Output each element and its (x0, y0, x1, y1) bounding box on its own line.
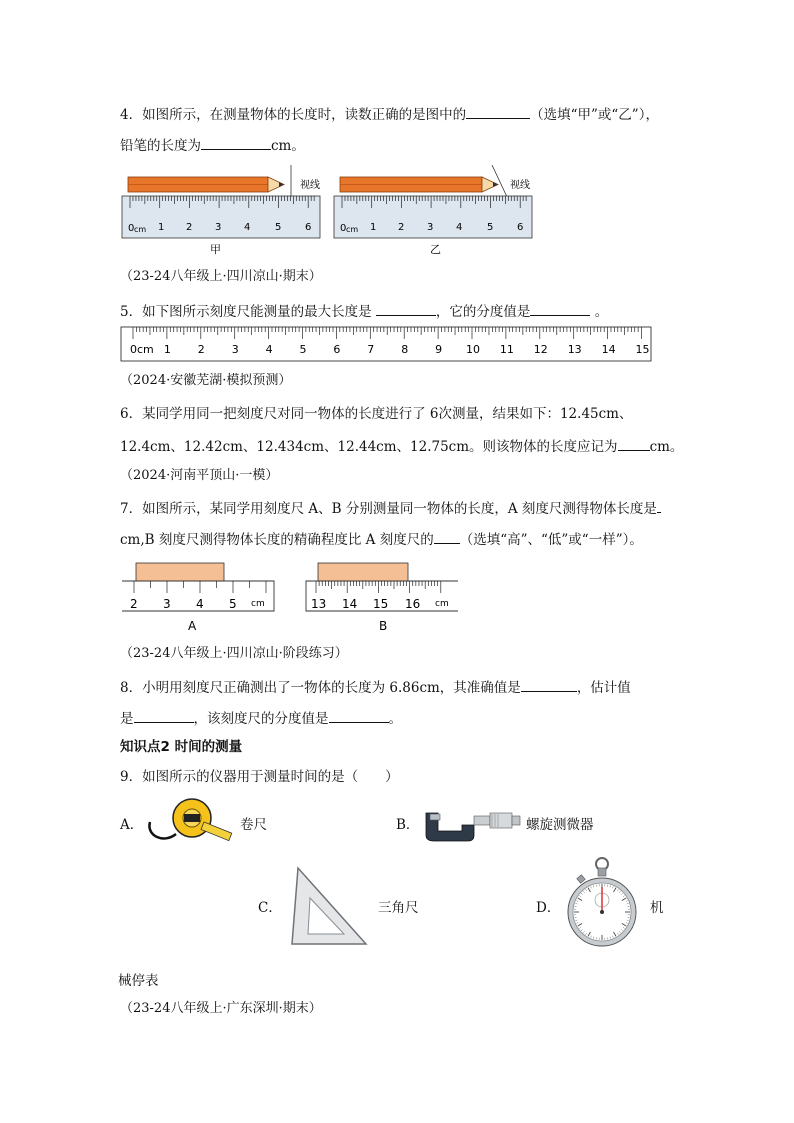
q4-line2: 铅笔的长度为 cm。 (120, 135, 305, 155)
figure-label-jia: 甲 (210, 243, 221, 256)
pencil-yi (340, 177, 498, 192)
q8-answer-blank-2[interactable] (134, 708, 194, 723)
ruler-a-unit: cm (251, 599, 265, 609)
q7-ruler-b-figure (302, 560, 462, 636)
q7-line1: 7．如图所示，某同学用刻度尺 A、B 分别测量同一物体的长度，A 刻度尺测得物体长度是 (120, 498, 661, 518)
ruler-b-tick-label: 15 (373, 597, 389, 611)
q8-line2: 是 ，该刻度尺的分度值是 。 (120, 708, 402, 728)
q4-answer-blank-2[interactable] (201, 135, 271, 150)
sightline-label-jia: 视线 (300, 180, 320, 191)
ruler-tick-label: 1 (163, 343, 171, 356)
ruler-tick-label: 5 (275, 222, 282, 233)
ruler-b-label: B (379, 619, 388, 633)
section-heading: 知识点2 时间的测量 (120, 739, 243, 755)
q4-line1: 4．如图所示，在测量物体的长度时，读数正确的是图中的 （选填“甲”或“乙”）， (120, 104, 659, 124)
ruler-a (122, 581, 274, 611)
ruler-tick-label: 1 (370, 222, 377, 233)
q4-source: （23-24八年级上·四川凉山·期末） (120, 269, 322, 284)
pencil-jia (128, 177, 284, 192)
ruler-tick-label: 5 (299, 343, 307, 356)
ruler-tick-label: 0 (128, 223, 135, 234)
ruler-tick-label: 4 (244, 222, 251, 233)
ruler-tick-label: 6 (517, 222, 524, 233)
tape-measure-icon (142, 792, 240, 850)
sightline-label-yi: 视线 (510, 180, 530, 191)
ruler-b-tick-label: 14 (342, 597, 358, 611)
ruler-tick-label: 0 (130, 343, 137, 356)
ruler-tick-label: 9 (435, 343, 443, 356)
ruler-a-tick-label: 3 (163, 597, 171, 611)
q7-source: （23-24八年级上·四川凉山·阶段练习） (120, 646, 348, 661)
q8-answer-blank-1[interactable] (521, 677, 577, 692)
q4-answer-blank-1[interactable] (466, 104, 530, 119)
figure-label-yi: 乙 (430, 243, 441, 256)
ruler-tick-label: 3 (427, 222, 434, 233)
ruler-tick-label: 0 (340, 223, 347, 234)
q7-ruler-a-figure (120, 560, 280, 636)
ruler-tick-label: 1 (158, 222, 165, 233)
q9-stem: 9．如图所示的仪器用于测量时间的是（ ） (120, 769, 399, 785)
q7-answer-blank-1[interactable] (657, 498, 661, 513)
ruler-jia (122, 196, 320, 238)
q7-line2: cm,B 刻度尺测得物体长度的精确程度比 A 刻度尺的 （选填“高”、“低”或“一样”）。 (120, 529, 643, 549)
q8-line1: 8．小明用刻度尺正确测出了一物体的长度为 6.86cm，其准确值是 ，估计值 (120, 677, 631, 697)
ruler-a-tick-label: 5 (229, 597, 237, 611)
ruler-unit-label: cm (346, 225, 359, 234)
ruler-a-tick-label: 2 (130, 597, 138, 611)
ruler-tick-label: 6 (305, 222, 312, 233)
ruler-a-label: A (188, 619, 197, 633)
measured-object-b (318, 563, 408, 581)
ruler-b-unit: cm (435, 599, 449, 609)
q4-figure-yi (330, 165, 540, 257)
ruler-tick-label: 3 (231, 343, 239, 356)
ruler-unit-label: cm (134, 225, 147, 234)
option-c-name: 三角尺 (378, 900, 419, 916)
option-a-name: 卷尺 (240, 817, 267, 833)
q4-figure-jia (118, 165, 328, 257)
ruler-tick-label: 7 (367, 343, 375, 356)
option-d-name-wrap: 械停表 (118, 973, 159, 989)
option-b-letter[interactable]: B． (396, 817, 420, 833)
option-d-name: 机 (650, 900, 664, 916)
ruler-tick-label: 4 (265, 343, 273, 356)
ruler-tick-label: 4 (456, 222, 463, 233)
ruler-tick-label: 2 (186, 222, 193, 233)
ruler-tick-label: 12 (533, 343, 548, 356)
option-b-name: 螺旋测微器 (526, 817, 594, 833)
q5-source: （2024·安徽芜湖·模拟预测） (120, 373, 292, 388)
ruler-a-tick-label: 4 (196, 597, 204, 611)
set-square-icon (286, 864, 370, 948)
ruler-tick-label: 10 (466, 343, 480, 356)
option-a-letter[interactable]: A． (120, 817, 144, 833)
micrometer-icon (422, 803, 522, 845)
q5-answer-blank-1[interactable] (376, 301, 436, 316)
measured-object-a (136, 563, 224, 581)
q6-source: （2024·河南平顶山·一模） (120, 468, 279, 483)
q6-line1: 6．某同学用同一把刻度尺对同一物体的长度进行了 6次测量，结果如下：12.45cm、 (120, 406, 633, 422)
ruler-tick-label: 2 (197, 343, 205, 356)
ruler-tick-label: 2 (398, 222, 405, 233)
ruler-tick-label: 3 (215, 222, 222, 233)
option-c-letter[interactable]: C． (258, 900, 282, 916)
q6-answer-blank[interactable] (618, 436, 650, 451)
option-d-letter[interactable]: D． (536, 900, 561, 916)
q7-answer-blank-2[interactable] (434, 529, 460, 544)
q6-line2: 12.4cm、12.42cm、12.434cm、12.44cm、12.75cm。则该物体的长度应记为 cm。 (120, 436, 683, 456)
ruler-yi (334, 196, 532, 238)
ruler-unit-label: cm (137, 343, 154, 356)
ruler-tick-label: 13 (567, 343, 582, 356)
q9-source: （23-24八年级上·广东深圳·期末） (120, 1001, 322, 1016)
ruler-tick-label: 8 (401, 343, 409, 356)
q5-answer-blank-2[interactable] (530, 301, 590, 316)
ruler-tick-label: 15 (635, 343, 650, 356)
ruler-b-tick-label: 16 (405, 597, 421, 611)
q8-answer-blank-3[interactable] (329, 708, 389, 723)
stopwatch-icon (566, 856, 642, 950)
ruler-tick-label: 6 (333, 343, 341, 356)
ruler-b-tick-label: 13 (311, 597, 327, 611)
ruler-tick-label: 11 (499, 343, 514, 356)
ruler-b (306, 581, 458, 611)
sightline-yi (492, 165, 508, 199)
q5-ruler (120, 326, 652, 364)
ruler-tick-label: 14 (601, 343, 616, 356)
q5-line: 5．如下图所示刻度尺能测量的最大长度是 ，它的分度值是 。 (120, 301, 608, 321)
ruler-tick-label: 5 (487, 222, 494, 233)
